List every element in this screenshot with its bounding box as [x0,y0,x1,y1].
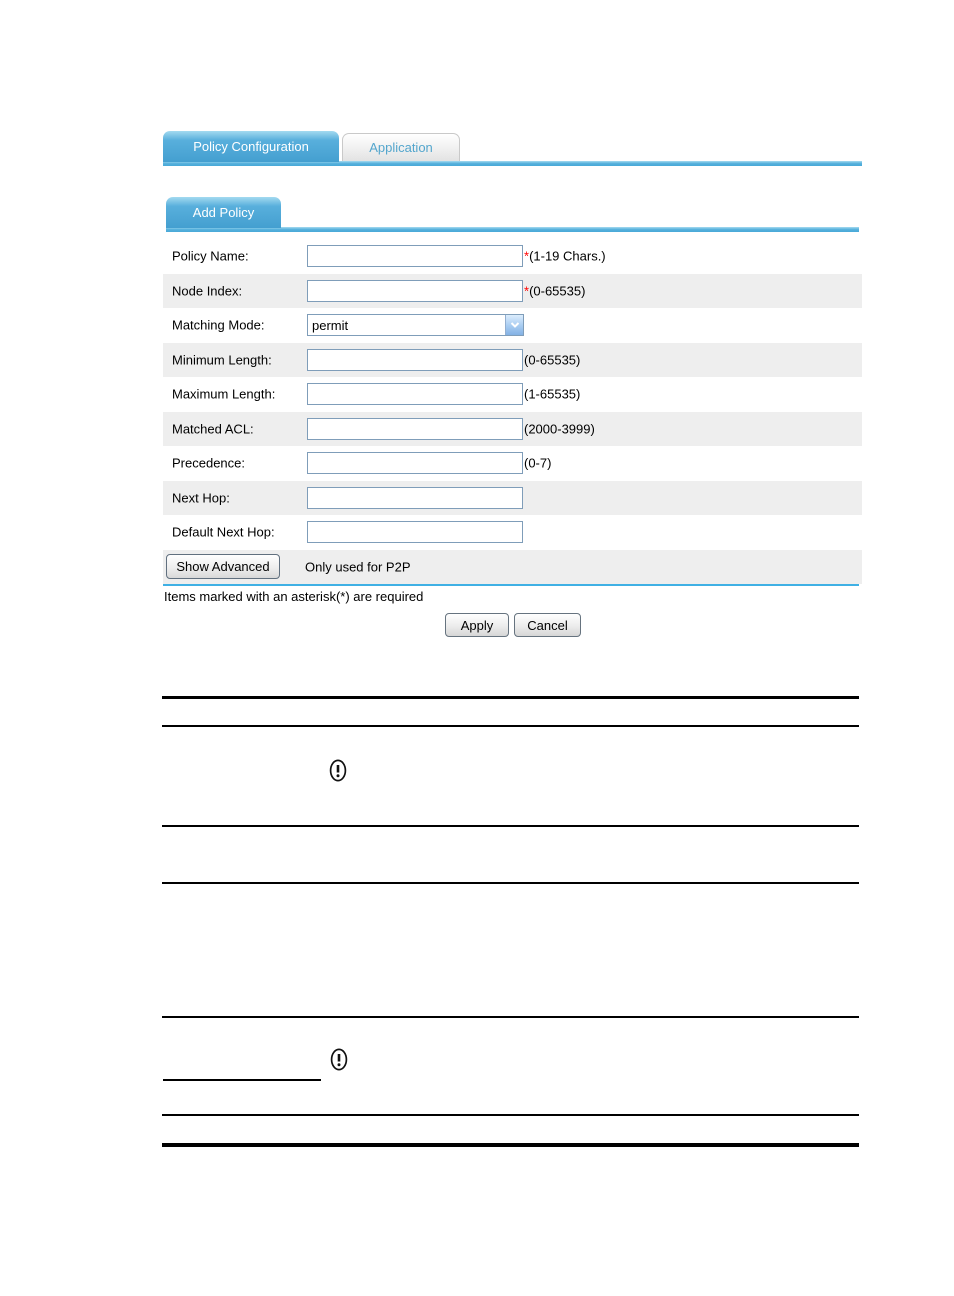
minimum-length-label: Minimum Length: [172,352,272,368]
table-rule [162,825,859,827]
form-row-policy-name [163,239,862,274]
precedence-input[interactable] [307,452,523,474]
chevron-down-icon[interactable] [505,315,523,335]
hint-text: (1-19 Chars.) [529,248,606,264]
form-row-precedence [163,446,862,481]
advanced-note: Only used for P2P [305,559,411,575]
hint-text: (0-65535) [524,352,581,368]
apply-button[interactable]: Apply [445,613,509,637]
policy-name-hint [524,249,606,264]
table-rule-bottom-thick [162,1143,859,1147]
form-row-maximum-length [163,377,862,412]
maximum-length-label: Maximum Length: [172,386,276,402]
cancel-button[interactable]: Cancel [514,613,581,637]
add-policy-form [163,239,862,584]
precedence-hint [524,456,551,471]
form-row-default-next-hop [163,515,862,550]
form-bottom-accent-line [163,584,859,586]
table-rule [162,1114,859,1116]
matching-mode-selected-value: permit [312,317,349,333]
node-index-label: Node Index: [172,283,243,299]
matched-acl-label: Matched ACL: [172,421,254,437]
required-items-note: Items marked with an asterisk(*) are required [164,589,424,604]
exclamation-circle-icon [330,1048,348,1071]
hint-text: (0-7) [524,455,552,471]
matched-acl-hint [524,421,595,436]
hint-text: (2000-3999) [524,421,595,437]
form-row-advanced [163,550,862,585]
required-asterisk: * [524,248,530,264]
default-next-hop-input[interactable] [307,521,523,543]
tab-application[interactable]: Application [342,133,460,161]
next-hop-input[interactable] [307,487,523,509]
maximum-length-hint [524,387,580,402]
next-hop-label: Next Hop: [172,490,230,506]
node-index-input[interactable] [307,280,523,302]
cell-underline [163,1079,321,1081]
matching-mode-select[interactable] [307,314,524,336]
form-row-next-hop [163,481,862,516]
matching-mode-label: Matching Mode: [172,317,265,333]
tab-policy-configuration[interactable]: Policy Configuration [163,131,339,162]
minimum-length-input[interactable] [307,349,523,371]
table-rule [162,882,859,884]
form-row-matching-mode [163,308,862,343]
hint-text: (0-65535) [529,283,586,299]
policy-name-input[interactable] [307,245,523,267]
default-next-hop-label: Default Next Hop: [172,524,275,540]
maximum-length-input[interactable] [307,383,523,405]
tab-add-policy[interactable]: Add Policy [166,197,281,228]
policy-name-label: Policy Name: [172,248,249,264]
precedence-label: Precedence: [172,455,245,471]
node-index-hint [524,283,585,298]
minimum-length-hint [524,352,580,367]
required-asterisk: * [524,283,530,299]
matched-acl-input[interactable] [307,418,523,440]
table-rule-top-thick [162,696,859,699]
form-row-minimum-length [163,343,862,378]
hint-text: (1-65535) [524,386,581,402]
form-row-matched-acl [163,412,862,447]
table-rule [162,1016,859,1018]
show-advanced-button[interactable]: Show Advanced [166,554,280,579]
table-rule-header-bottom [162,725,859,727]
exclamation-circle-icon [329,759,347,782]
form-row-node-index [163,274,862,309]
